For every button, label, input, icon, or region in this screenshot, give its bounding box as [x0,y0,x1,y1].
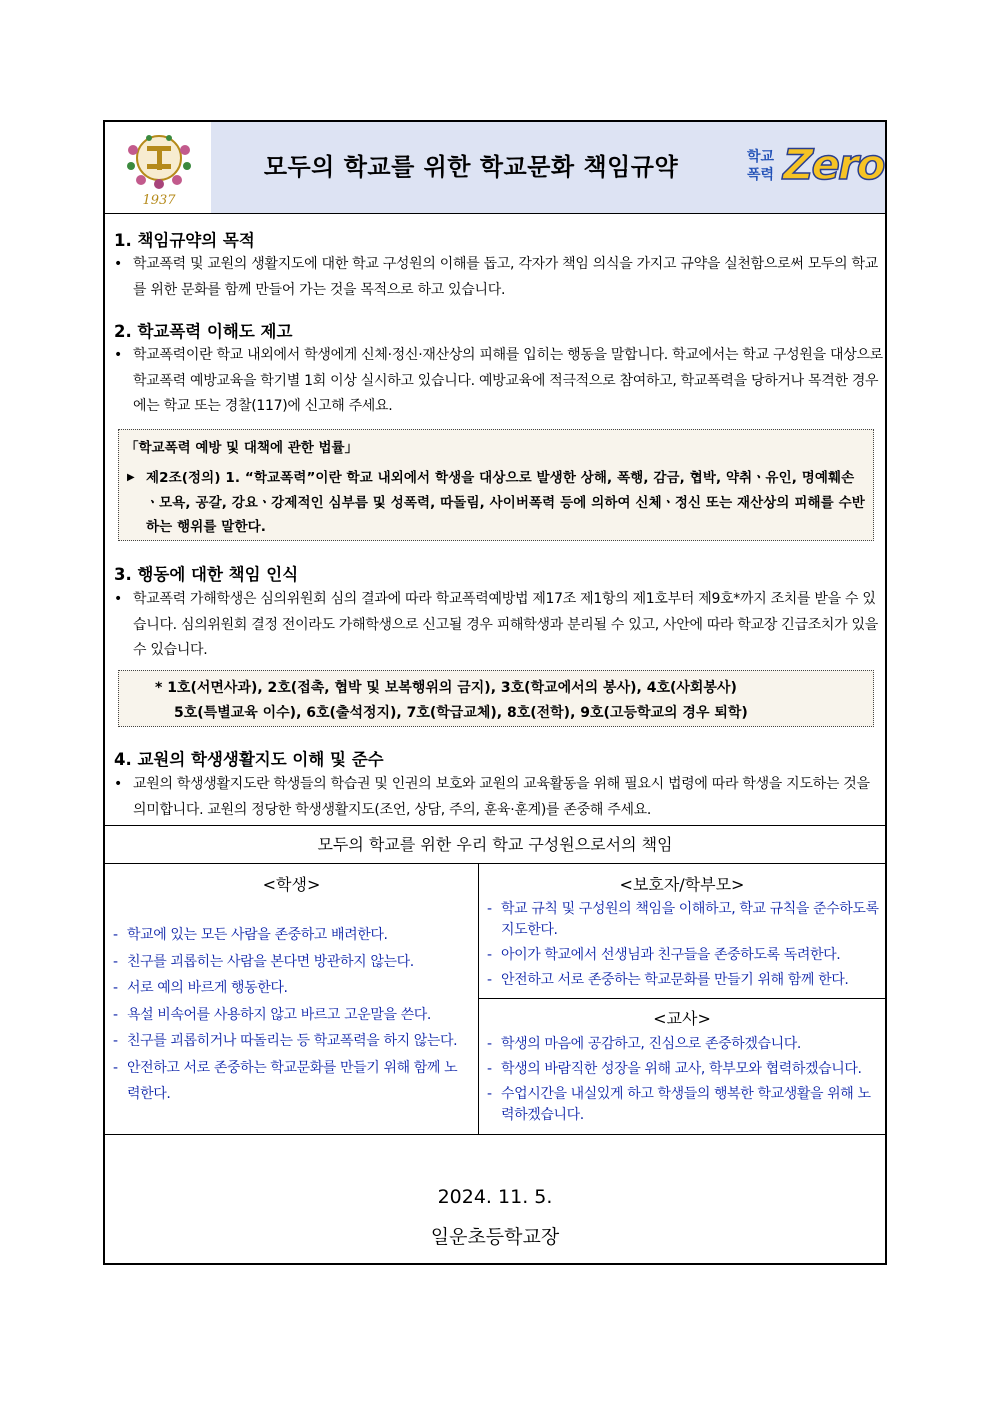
student-column [105,864,479,1134]
list-item: - 안전하고 서로 존중하는 학교문화를 만들기 위해 함께 노력한다. [113,1059,458,1102]
section-4-paragraph: • 교원의 학생생활지도란 학생들의 학습권 및 인권의 보호와 교원의 교육활동을 위해 필요시 법령에 따라 학생을 지도하는 것을 의미합니다. 교원의 정당한 학생생활지도(조언, 상담, 주의, 훈육·훈계)를 존중해 주세요. [114,772,884,823]
law-title: 「학교폭력 예방 및 대책에 관한 법률」 [125,440,359,456]
law-text: ▶ 제2조(정의) 1. “학교폭력”이란 학교 내외에서 학생을 대상으로 발생한 상해, 폭행, 감금, 협박, 약취ㆍ유인, 명예훼손ㆍ모욕, 공갈, 강요ㆍ강제적인 심부름 및 성폭력, 따돌림, 사이버폭력 등에 의하여 신체ㆍ정신 또는 재산상의 피해를 수반하는 행위를 말한다. [127,466,867,540]
section-2-paragraph: • 학교폭력이란 학교 내외에서 학생에게 신체·정신·재산상의 피해를 입히는 행동을 말합니다. 학교에서는 학교 구성원을 대상으로 학교폭력 예방교육을 학기별 1회 이상 실시하고 있습니다. 예방교육에 적극적으로 참여하고, 학교폭력을 당하거나 목격한 경우에는 학교 또는 경찰(117)에 신고해 주세요. [114,343,884,420]
list-item: - 수업시간을 내실있게 하고 학생들의 행복한 학교생활을 위해 노력하겠습니다. [487,1086,871,1123]
badge-small-text: 학교 폭력 [747,149,775,183]
svg-text:1937: 1937 [142,193,176,208]
list-item: - 서로 예의 바르게 행동한다. [113,980,288,996]
school-emblem-icon [119,128,199,208]
list-item: - 학생의 마음에 공감하고, 진심으로 존중하겠습니다. [487,1036,801,1052]
document-header [105,122,885,214]
document-footer [105,1134,885,1264]
parent-list [487,899,879,991]
section-4-heading: 4. 교원의 학생생활지도 이해 및 준수 [114,750,384,769]
bullet-icon: • [114,256,122,272]
section-3-heading: 3. 행동에 대한 책임 인식 [114,565,299,584]
bullet-icon: • [114,776,122,792]
list-item: - 학생의 바람직한 성장을 위해 교사, 학부모와 협력하겠습니다. [487,1061,862,1077]
teacher-heading: <교사> [653,1009,711,1028]
law-excerpt-box [118,429,874,541]
school-logo [105,122,211,213]
list-item: - 학교에 있는 모든 사람을 존중하고 배려한다. [113,927,388,943]
bullet-icon: • [114,347,122,363]
section-1-heading: 1. 책임규약의 목적 [114,231,255,250]
responsibility-title: 모두의 학교를 위한 우리 학교 구성원으로서의 책임 [105,826,885,864]
page-title: 모두의 학교를 위한 학교문화 책임규약 [263,153,679,181]
responsibility-table [105,825,885,1135]
list-item: - 학교 규칙 및 구성원의 책임을 이해하고, 학교 규칙을 준수하도록 지도한다. [487,901,879,938]
teacher-list [487,1034,879,1126]
section-2-heading: 2. 학교폭력 이해도 제고 [114,322,293,341]
issue-date: 2024. 11. 5. [437,1186,553,1208]
school-violence-zero-badge [739,140,884,192]
list-item: - 안전하고 서로 존중하는 학교문화를 만들기 위해 함께 한다. [487,972,849,988]
student-heading: <학생> [262,875,321,894]
student-list [113,922,469,1108]
list-item: - 친구를 괴롭히거나 따돌리는 등 학교폭력을 하지 않는다. [113,1033,458,1049]
list-item: - 아이가 학교에서 선생님과 친구들을 존중하도록 독려한다. [487,947,841,963]
measures-note-line-1: * 1호(서면사과), 2호(접촉, 협박 및 보복행위의 금지), 3호(학교에서의 봉사), 4호(사회봉사) [155,680,737,696]
list-item: - 욕설 비속어를 사용하지 않고 바르고 고운말을 쓴다. [113,1006,431,1023]
parent-heading: <보호자/학부모> [619,875,745,894]
measures-note-box [118,670,874,727]
section-3-paragraph: • 학교폭력 가해학생은 심의위원회 심의 결과에 따라 학교폭력예방법 제17조 제1항의 제1호부터 제9호*까지 조치를 받을 수 있습니다. 심의위원회 결정 전이라도 가해학생으로 신고될 경우 피해학생과 분리될 수 있고, 사안에 따라 학교장 긴급조치가 있을 수 있습니다. [114,587,884,664]
arrow-right-icon: ▶ [127,472,135,483]
bullet-icon: • [114,591,122,607]
column-divider [479,998,885,999]
signer: 일운초등학교장 [430,1226,560,1248]
teacher-section [479,1002,885,1132]
document-frame [103,120,887,1265]
section-1-paragraph: • 학교폭력 및 교원의 생활지도에 대한 학교 구성원의 이해를 돕고, 각자가 책임 의식을 가지고 규약을 실천함으로써 모두의 학교를 위한 문화를 함께 만들어 가는 것을 목적으로 하고 있습니다. [114,252,884,303]
list-item: - 친구를 괴롭히는 사람을 본다면 방관하지 않는다. [113,953,414,970]
badge-zero-text: Zero [783,140,884,189]
measures-note-line-2: 5호(특별교육 이수), 6호(출석정지), 7호(학급교체), 8호(전학), 9호(고등학교의 경우 퇴학) [174,705,748,721]
